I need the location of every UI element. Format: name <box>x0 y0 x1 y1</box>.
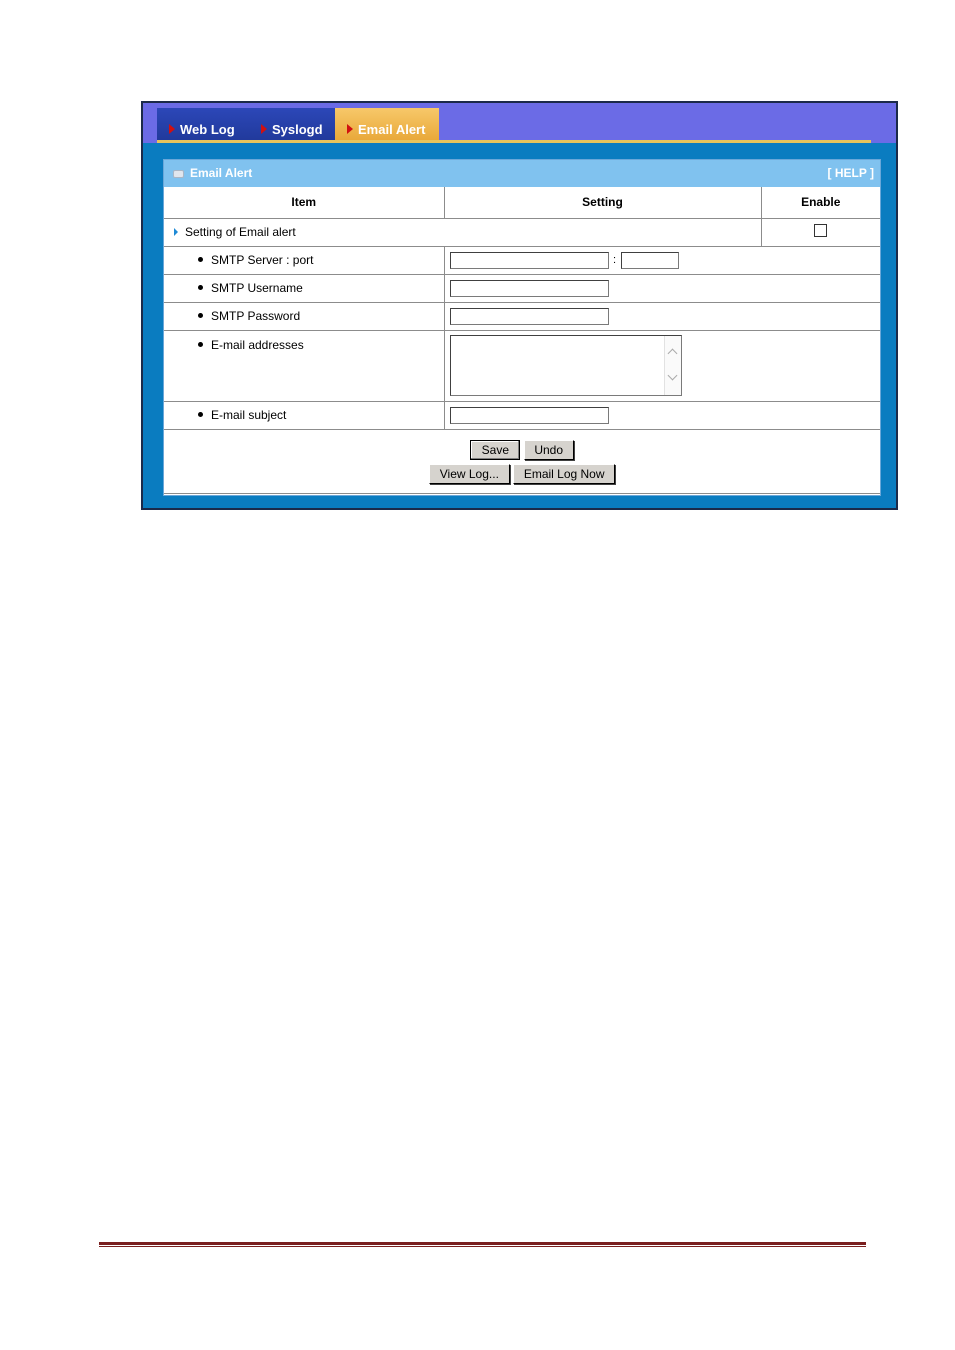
smtp-server-item <box>164 246 444 274</box>
save-button[interactable]: Save <box>470 440 520 460</box>
table-row <box>164 246 880 274</box>
tab-arrow-icon <box>347 124 353 134</box>
smtp-username-item <box>164 274 444 302</box>
email-subject-item <box>164 401 444 429</box>
port-separator: : <box>612 254 617 266</box>
tab-label: Syslogd <box>272 122 323 137</box>
email-subject-input[interactable] <box>450 407 609 424</box>
settings-table <box>164 187 880 494</box>
textarea-scrollbar[interactable] <box>664 336 681 395</box>
smtp-password-item <box>164 302 444 330</box>
smtp-server-setting <box>444 246 880 274</box>
panel-header <box>164 160 880 187</box>
email-addresses-textarea-box <box>450 335 682 396</box>
email-addresses-textarea[interactable] <box>451 336 665 395</box>
email-addresses-setting <box>444 330 880 401</box>
table-row <box>164 302 880 330</box>
tab-arrow-icon <box>261 124 267 134</box>
smtp-username-input[interactable] <box>450 280 609 297</box>
column-header-enable: Enable <box>761 187 880 218</box>
table-row <box>164 401 880 429</box>
table-header-row <box>164 187 880 218</box>
secondary-buttons <box>164 464 880 484</box>
smtp-port-input[interactable] <box>621 252 679 269</box>
smtp-password-input[interactable] <box>450 308 609 325</box>
section-row <box>164 218 761 246</box>
email-subject-label: E-mail subject <box>211 408 287 422</box>
bullet-icon <box>198 285 203 290</box>
panel-title: Email Alert <box>190 166 253 180</box>
tab-arrow-icon <box>169 124 175 134</box>
email-log-now-button[interactable]: Email Log Now <box>513 464 615 484</box>
tab-label: Web Log <box>180 122 235 137</box>
table-row <box>164 274 880 302</box>
scroll-up-icon[interactable] <box>667 348 677 358</box>
footer-rule <box>99 1242 866 1247</box>
bullet-icon <box>198 412 203 417</box>
tab-email-alert[interactable] <box>335 108 439 140</box>
view-log-button[interactable]: View Log... <box>429 464 510 484</box>
smtp-server-label: SMTP Server : port <box>211 253 314 267</box>
email-subject-setting <box>444 401 880 429</box>
tab-label: Email Alert <box>358 122 426 137</box>
tab-web-log[interactable] <box>157 108 249 140</box>
tab-syslogd[interactable] <box>249 108 335 140</box>
email-addresses-item <box>164 330 444 401</box>
column-header-setting: Setting <box>444 187 761 218</box>
smtp-username-setting <box>444 274 880 302</box>
tab-underline <box>157 140 871 143</box>
undo-button[interactable]: Undo <box>524 440 574 460</box>
button-row <box>164 429 880 493</box>
table-row <box>164 218 880 246</box>
tab-bar <box>143 103 896 143</box>
column-header-item: Item <box>164 187 444 218</box>
panel-header-icon <box>173 170 184 178</box>
button-area <box>164 429 880 493</box>
smtp-server-input[interactable] <box>450 252 609 269</box>
smtp-password-label: SMTP Password <box>211 309 301 323</box>
primary-buttons <box>164 440 880 460</box>
email-addresses-label: E-mail addresses <box>211 337 304 352</box>
enable-cell <box>761 218 880 246</box>
bullet-icon <box>198 313 203 318</box>
help-link[interactable]: [ HELP ] <box>827 166 874 180</box>
smtp-password-setting <box>444 302 880 330</box>
enable-checkbox[interactable] <box>814 224 827 237</box>
table-row <box>164 330 880 401</box>
triangle-icon <box>174 228 178 236</box>
email-alert-window <box>141 101 898 510</box>
scroll-down-icon[interactable] <box>667 370 677 380</box>
section-label: Setting of Email alert <box>185 225 296 239</box>
email-alert-panel <box>163 159 881 496</box>
smtp-username-label: SMTP Username <box>211 281 303 295</box>
bullet-icon <box>198 257 203 262</box>
bullet-icon <box>198 342 203 347</box>
